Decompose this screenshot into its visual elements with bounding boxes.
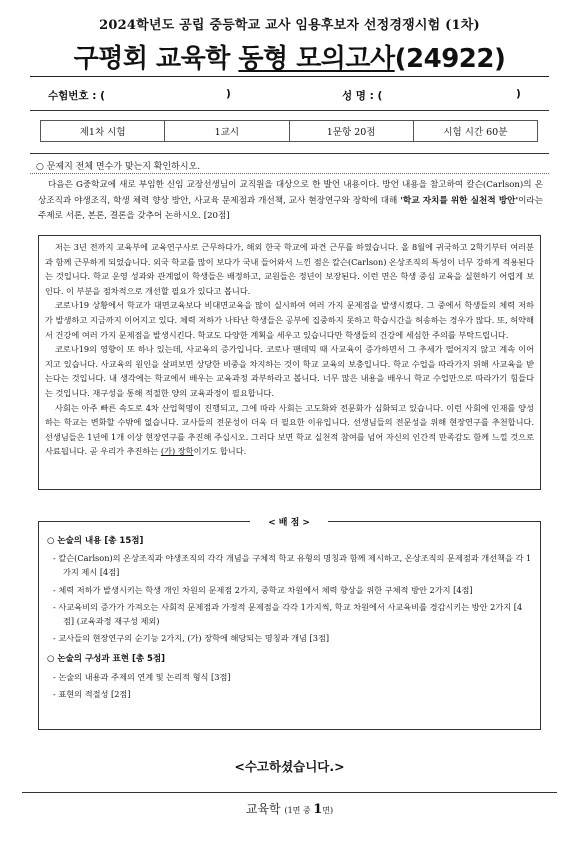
info-cell: 1문항 20점 <box>289 121 413 142</box>
name-label: 성 명 : ( <box>342 90 383 102</box>
main-title-underlined: 동형 모의고사 <box>238 44 395 74</box>
intro-text: 다음은 G중학교에 새로 부임한 신임 교장선생님이 교직원을 대상으로 한 발언 내용이다. 방언 내용을 참고하여 칼슨(Carlson)의 온상조직과 야생조직, 학생 체력 향상 방안, 사교육 문제점과 개선책, 교사 현장연구와 장학에 대해 <box>38 180 543 206</box>
passage-paragraph <box>45 401 534 459</box>
divider <box>30 76 549 77</box>
exam-title: 2024학년도 공립 중등학교 교사 임용후보자 선정경쟁시험 (1차) <box>99 18 480 33</box>
main-title-code: (24922) <box>394 44 506 74</box>
divider <box>30 173 549 174</box>
info-cell: 시험 시간 60분 <box>413 121 537 142</box>
main-title-prefix: 구평회 교육학 <box>73 44 239 74</box>
exam-info-table <box>40 120 538 142</box>
scoring-item: - 체력 저하가 발생시키는 학생 개인 차원의 문제점 2가지, 중학교 차원에서 체력 향상을 위한 구체적 방안 2가지 [4점] <box>53 584 473 595</box>
footer-divider <box>22 792 557 793</box>
passage-underlined-term: (가) 장학 <box>160 446 194 457</box>
main-title <box>0 38 579 75</box>
intro-topic: '학교 자치를 위한 실천적 방안' <box>400 195 519 206</box>
scoring-item: - 교사들의 현장연구의 순기능 2가지, (가) 장학에 해당되는 명칭과 개념 [3점] <box>53 633 330 644</box>
scoring-section-heading: ○ 논술의 구성과 표현 [총 5점] <box>47 654 166 665</box>
passage-paragraph: 코로나19의 영향이 또 하나 있는데, 사교육의 증가입니다. 코로나 팬데믹 때 사교육이 증가하면서 그 추세가 떨어지지 않고 계속 이어지고 있습니다. 사교육의 원인을 살펴보면 상당한 비중을 차지하는 것이 학교 교육의 보충입니다. 학교 수업을 따라가지 위해 사교육을 받는다는 것입니다. 내 생각에는 학교에서 배우는 교육과정 과부하라고 봅니다. 너무 많은 내용을 배우니 학교 수업만으로 따라가기 힘들다는 것입니다. 재구성을 통해 적절한 양의 교육과정이 필요합니다. <box>45 344 534 398</box>
closing-message: <수고하셨습니다.> <box>234 759 345 774</box>
divider <box>30 153 549 154</box>
notice: ○ 문제지 전체 면수가 맞는지 확인하시오. <box>36 162 201 172</box>
passage-paragraph: 저는 3년 전까지 교육부에 교육연구사로 근무하다가, 해외 한국 학교에 파견 근무를 하였습니다. 올 8월에 귀국하고 2학기부터 여러분과 함께 근무하게 되었습니다. 외국 학교를 많이 보다가 국내 들어와서 느낀 점은 칼슨(Carlson) 온상조직의 특성이 너무 강하게 적용된다는 것입니다. 학교 운영 성과와 관계없이 학생들은 배정하고, 교원들은 정년이 보장된다. 이런 면은 학생 중심 교육을 실현하기 어렵게 보인다. 이 부분을 점차적으로 개선할 필요가 있다고 봅니다. <box>45 242 534 296</box>
info-cell: 1교시 <box>165 121 289 142</box>
name-close: ) <box>516 88 521 100</box>
scoring-item: - 칼슨(Carlson)의 온상조직과 야생조직의 각각 개념을 구체적 학교 유형의 명칭과 함께 제시하고, 온상조직의 문제점과 개선책을 각 1가지 제시 [4점] <box>53 553 532 578</box>
exam-number-label: 수험번호 : ( <box>48 90 105 102</box>
exam-number-close: ) <box>226 88 231 100</box>
scoring-box <box>38 521 541 730</box>
footer-page-number: 1 <box>313 802 323 817</box>
reading-passage <box>38 235 541 490</box>
scoring-item: - 논술의 내용과 주제의 연계 및 논리적 형식 [3점] <box>53 671 231 682</box>
passage-text: 사회는 아주 빠른 속도로 4차 산업혁명이 진행되고, 그에 따라 사회는 고도화와 전문화가 심화되고 있습니다. 이런 사회에 인재를 양성하는 학교는 변화할 수밖에 없습니다. 교사들의 전문성이 더욱 더 필요한 이유입니다. 선생님들의 전문성을 위해 현장연구를 추천합니다. 선생님들은 1년에 1개 이상 현장연구를 추진해 주십시오. 그러다 보면 학교 실천적 참여를 넘어 자신의 인간적 만족감도 함께 느낄 것으로 사료됩니다. 곧 우리가 추진하는 <box>45 402 534 457</box>
passage-text-end: 이기도 합니다. <box>193 446 247 457</box>
footer-pages-text: (1면 중 <box>284 806 314 815</box>
question-intro <box>38 178 543 225</box>
info-cell: 제1차 시험 <box>41 121 165 142</box>
scoring-section-heading: ○ 논술의 내용 [총 15점] <box>47 536 144 546</box>
passage-paragraph: 코로나19 상황에서 학교가 대면교육보다 비대면교육을 많이 실시하여 여러 가지 문제점을 발생시켰다. 그 중에서 학생들의 체력 저하가 발생하고 지금까지 이어지고 있다. 체력 저하가 나타난 학생들은 공부에 집중하지 못하고 학습시간을 허송하는 경우가 많다. 또, 허약해서 건강에 여러 가지 문제점을 발생시킨다. 학교도 다양한 계획을 세우고 있습니다만 학생들의 건강에 세심한 주의를 부탁드립니다. <box>45 300 534 340</box>
footer <box>0 800 579 817</box>
scoring-item: - 표현의 적절성 [2점] <box>53 688 131 699</box>
scoring-item: - 사교육비의 증가가 가져오는 사회적 문제점과 가정적 문제점을 각각 1가지씩, 학교 차원에서 사교육비를 경감시키는 방안 2가지 [4점] (교육과정 재구성 제외) <box>53 601 523 627</box>
footer-subject: 교육학 <box>245 802 281 816</box>
footer-pages-text-end: 면) <box>322 806 334 815</box>
divider <box>30 110 549 111</box>
intro-text-end: 이라는 주제로 서론, 본론, 결론을 갖추어 논하시오. [20점] <box>38 195 543 221</box>
scoring-label: < 배 점 > <box>250 515 328 528</box>
